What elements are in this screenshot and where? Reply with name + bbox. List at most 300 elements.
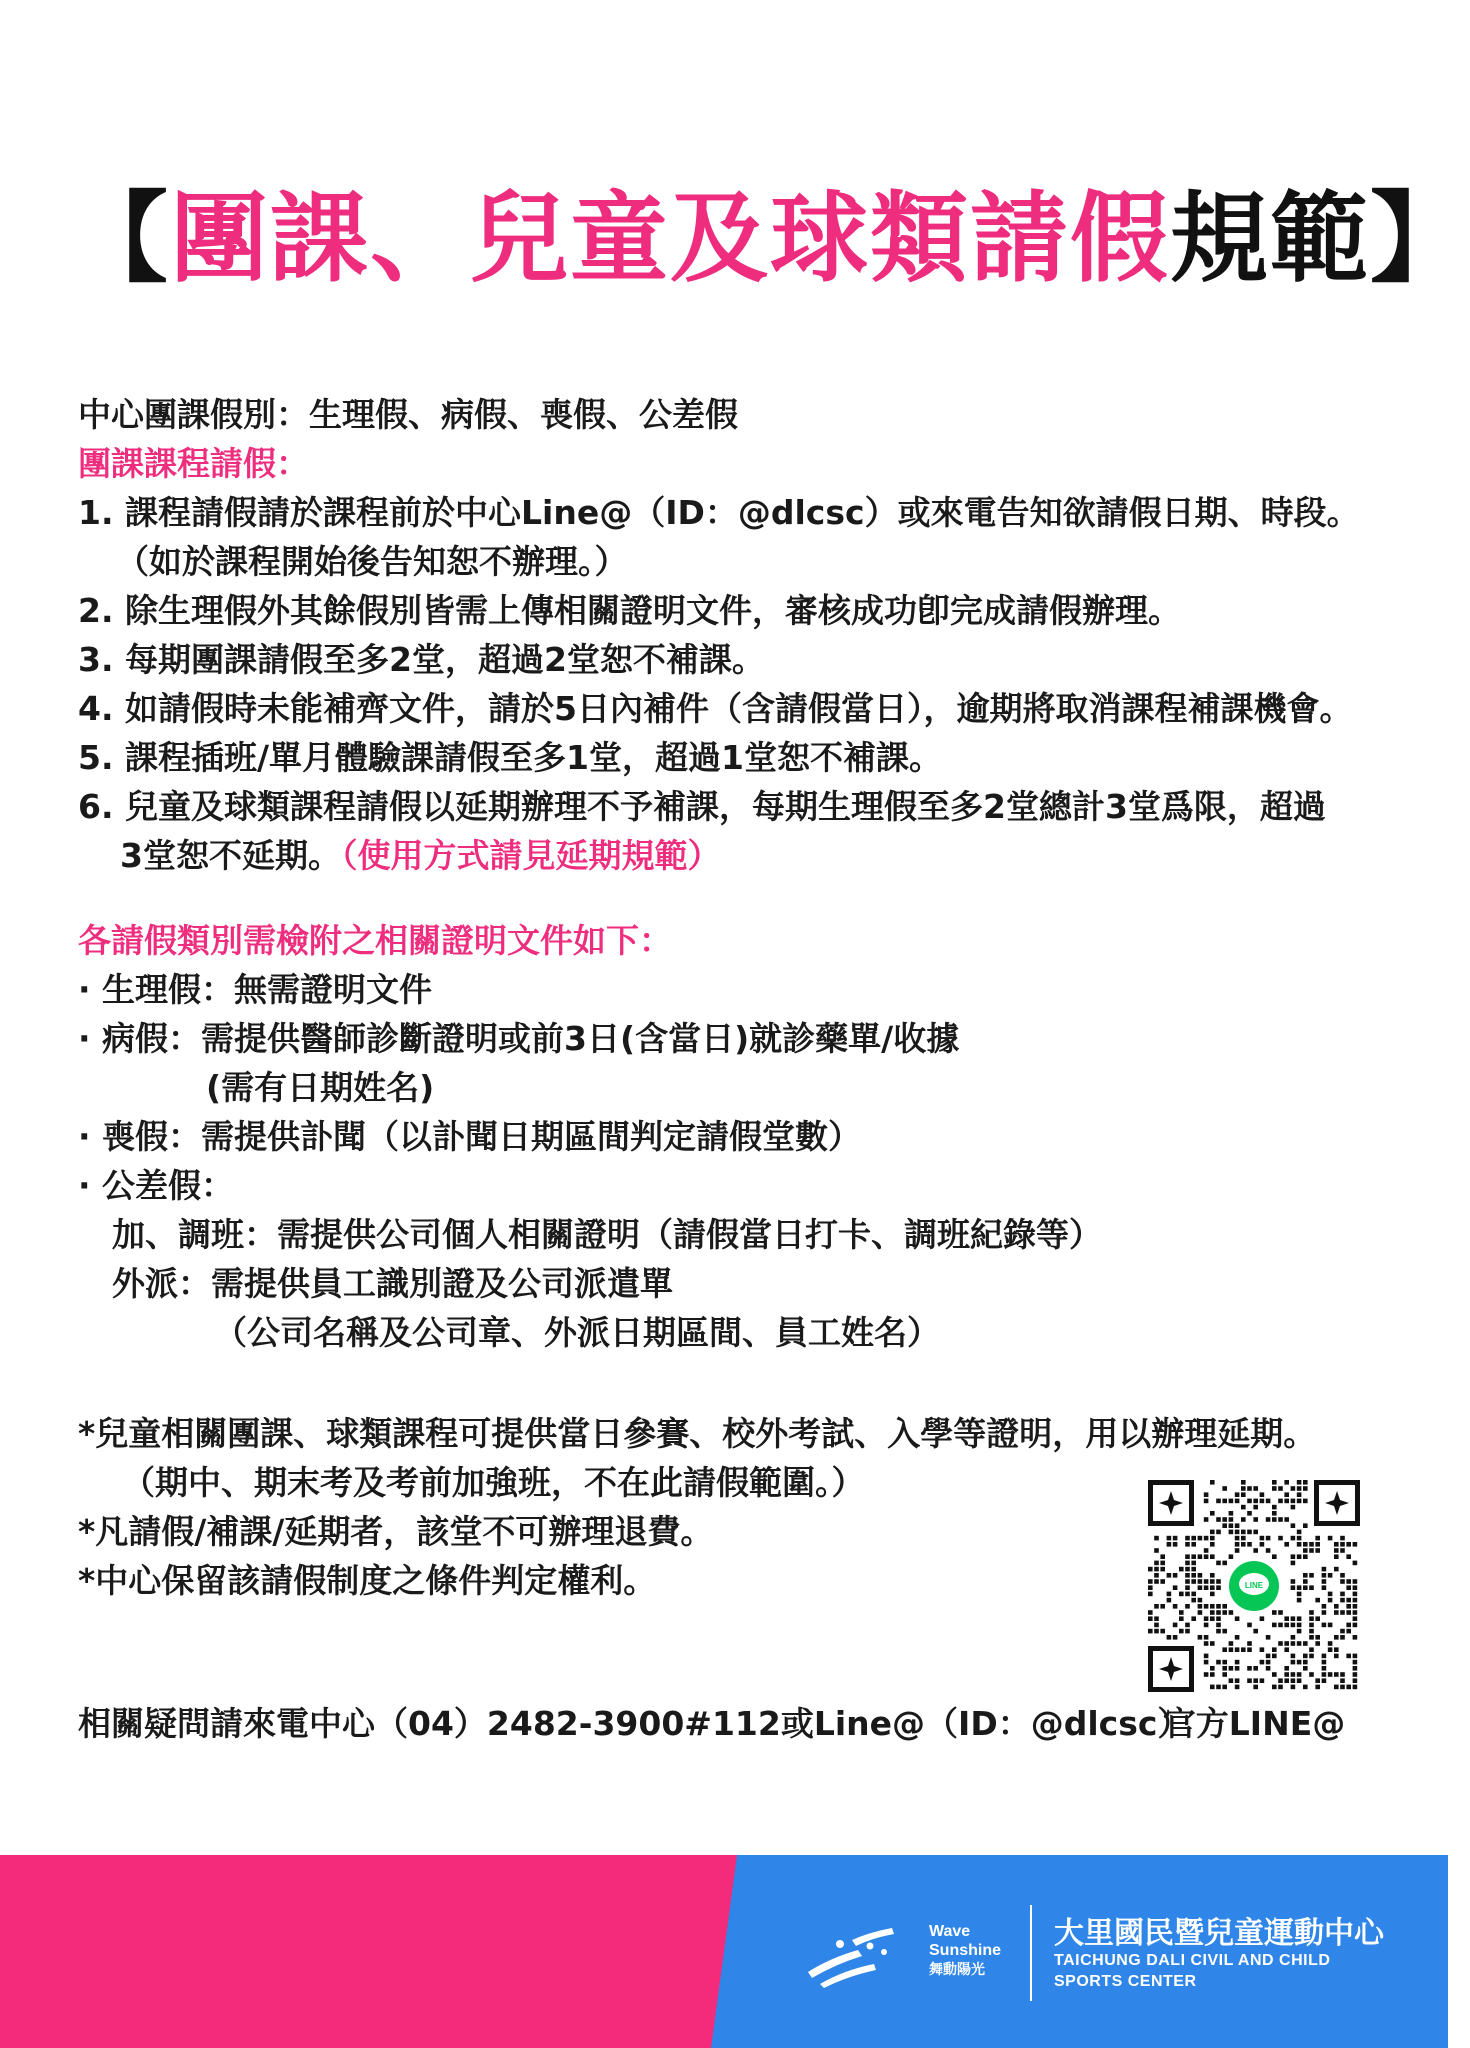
- qr-module: [1160, 1567, 1165, 1572]
- qr-module: [1309, 1629, 1314, 1634]
- qr-module: [1284, 1542, 1289, 1547]
- rule-item-3: 3. 每期團課請假至多2堂，超過2堂恕不補課。: [78, 640, 765, 679]
- qr-module: [1185, 1629, 1190, 1634]
- qr-module: [1154, 1536, 1159, 1541]
- qr-module: [1210, 1604, 1215, 1609]
- qr-module: [1253, 1517, 1258, 1522]
- qr-module: [1191, 1561, 1196, 1566]
- contact-info: 相關疑問請來電中心（04）2482-3900#112或Line@（ID：@dlcsc）: [78, 1704, 1191, 1743]
- qr-module: [1303, 1585, 1308, 1590]
- qr-module: [1272, 1672, 1277, 1677]
- qr-module: [1309, 1542, 1314, 1547]
- qr-module: [1198, 1536, 1203, 1541]
- qr-module: [1229, 1554, 1234, 1559]
- doc-menstrual-leave: · 生理假：無需證明文件: [78, 970, 433, 1009]
- qr-module: [1204, 1536, 1209, 1541]
- qr-module: [1315, 1536, 1320, 1541]
- qr-module: [1229, 1678, 1234, 1683]
- qr-module: [1340, 1592, 1345, 1597]
- qr-module: [1322, 1567, 1327, 1572]
- qr-module: [1160, 1579, 1165, 1584]
- qr-module: [1334, 1554, 1339, 1559]
- qr-module: [1322, 1672, 1327, 1677]
- qr-module: [1346, 1685, 1351, 1690]
- qr-module: [1216, 1616, 1221, 1621]
- qr-module: [1334, 1635, 1339, 1640]
- qr-module: [1309, 1672, 1314, 1677]
- qr-module: [1353, 1585, 1358, 1590]
- brand-line1: Wave: [929, 1923, 971, 1940]
- qr-module: [1173, 1536, 1178, 1541]
- note-exam-exclusion: （期中、期末考及考前加強班，不在此請假範圍。）: [122, 1463, 865, 1502]
- qr-module: [1328, 1672, 1333, 1677]
- qr-module: [1185, 1592, 1190, 1597]
- qr-module: [1210, 1666, 1215, 1671]
- qr-module: [1353, 1610, 1358, 1615]
- qr-module: [1148, 1579, 1153, 1584]
- qr-module: [1185, 1573, 1190, 1578]
- qr-module: [1272, 1486, 1277, 1491]
- qr-module: [1346, 1542, 1351, 1547]
- qr-module: [1303, 1523, 1308, 1528]
- qr-module: [1303, 1554, 1308, 1559]
- qr-module: [1235, 1616, 1240, 1621]
- qr-module: [1260, 1647, 1265, 1652]
- qr-module: [1185, 1623, 1190, 1628]
- qr-module: [1148, 1567, 1153, 1572]
- qr-module: [1222, 1629, 1227, 1634]
- qr-module: [1353, 1598, 1358, 1603]
- qr-module: [1291, 1554, 1296, 1559]
- qr-module: [1291, 1641, 1296, 1646]
- qr-module: [1235, 1685, 1240, 1690]
- qr-module: [1204, 1654, 1209, 1659]
- qr-module: [1185, 1561, 1190, 1566]
- qr-module: [1297, 1542, 1302, 1547]
- qr-module: [1198, 1604, 1203, 1609]
- qr-module: [1204, 1579, 1209, 1584]
- qr-module: [1247, 1666, 1252, 1671]
- qr-module: [1253, 1678, 1258, 1683]
- qr-module: [1260, 1678, 1265, 1683]
- qr-finder-top-right: [1314, 1480, 1360, 1526]
- center-en-line2: SPORTS CENTER: [1054, 1973, 1197, 1990]
- qr-module: [1328, 1592, 1333, 1597]
- qr-module: [1198, 1573, 1203, 1578]
- qr-module: [1247, 1647, 1252, 1652]
- qr-module: [1210, 1480, 1215, 1485]
- qr-module: [1167, 1635, 1172, 1640]
- qr-module: [1353, 1660, 1358, 1665]
- qr-module: [1309, 1585, 1314, 1590]
- qr-module: [1204, 1641, 1209, 1646]
- qr-module: [1222, 1610, 1227, 1615]
- qr-module: [1297, 1660, 1302, 1665]
- qr-module: [1191, 1542, 1196, 1547]
- brand-line2: Sunshine: [929, 1942, 1002, 1959]
- doc-bereavement-leave: · 喪假：需提供訃聞（以訃聞日期區間判定請假堂數）: [78, 1117, 862, 1156]
- qr-module: [1303, 1579, 1308, 1584]
- qr-module: [1229, 1517, 1234, 1522]
- qr-module: [1353, 1685, 1358, 1690]
- qr-module: [1235, 1542, 1240, 1547]
- qr-module: [1160, 1629, 1165, 1634]
- qr-module: [1210, 1536, 1215, 1541]
- wave-sunshine-logo-icon: [800, 1920, 900, 1990]
- qr-module: [1303, 1685, 1308, 1690]
- qr-module: [1284, 1499, 1289, 1504]
- qr-module: [1278, 1678, 1283, 1683]
- qr-module: [1278, 1517, 1283, 1522]
- qr-module: [1253, 1499, 1258, 1504]
- qr-module: [1334, 1672, 1339, 1677]
- qr-module: [1346, 1604, 1351, 1609]
- qr-module: [1334, 1685, 1339, 1690]
- qr-module: [1291, 1660, 1296, 1665]
- qr-module: [1328, 1573, 1333, 1578]
- qr-module: [1334, 1567, 1339, 1572]
- qr-module: [1297, 1480, 1302, 1485]
- qr-module: [1167, 1598, 1172, 1603]
- qr-module: [1322, 1666, 1327, 1671]
- qr-module: [1241, 1647, 1246, 1652]
- qr-module: [1315, 1616, 1320, 1621]
- qr-module: [1204, 1672, 1209, 1677]
- qr-module: [1328, 1623, 1333, 1628]
- qr-module: [1260, 1499, 1265, 1504]
- qr-module: [1222, 1672, 1227, 1677]
- qr-module: [1272, 1623, 1277, 1628]
- qr-module: [1266, 1635, 1271, 1640]
- qr-module: [1315, 1548, 1320, 1553]
- qr-module: [1353, 1666, 1358, 1671]
- qr-module: [1148, 1610, 1153, 1615]
- qr-module: [1167, 1573, 1172, 1578]
- qr-module: [1148, 1616, 1153, 1621]
- qr-module: [1229, 1647, 1234, 1652]
- qr-module: [1229, 1523, 1234, 1528]
- qr-module: [1229, 1499, 1234, 1504]
- qr-module: [1179, 1592, 1184, 1597]
- qr-module: [1334, 1542, 1339, 1547]
- qr-module: [1303, 1573, 1308, 1578]
- qr-module: [1154, 1573, 1159, 1578]
- rule-item-1: 1. 課程請假請於課程前於中心Line@（ID：@dlcsc）或來電告知欲請假日期、時段。: [78, 493, 1360, 532]
- qr-module: [1284, 1672, 1289, 1677]
- qr-module: [1284, 1480, 1289, 1485]
- qr-module: [1284, 1616, 1289, 1621]
- title-bracket-open: 【: [70, 182, 171, 296]
- qr-module: [1315, 1685, 1320, 1690]
- qr-module: [1198, 1579, 1203, 1584]
- qr-module: [1278, 1536, 1283, 1541]
- qr-module: [1191, 1616, 1196, 1621]
- qr-module: [1346, 1585, 1351, 1590]
- qr-module: [1322, 1585, 1327, 1590]
- qr-module: [1353, 1604, 1358, 1609]
- qr-module: [1198, 1598, 1203, 1603]
- qr-module: [1173, 1585, 1178, 1590]
- qr-module: [1284, 1666, 1289, 1671]
- qr-module: [1229, 1530, 1234, 1535]
- qr-module: [1235, 1536, 1240, 1541]
- qr-module: [1284, 1492, 1289, 1497]
- wave-sunshine-brand: [929, 1922, 1001, 1979]
- qr-module: [1297, 1598, 1302, 1603]
- qr-module: [1229, 1511, 1234, 1516]
- qr-module: [1210, 1641, 1215, 1646]
- qr-module: [1204, 1492, 1209, 1497]
- qr-module: [1210, 1554, 1215, 1559]
- qr-module: [1309, 1635, 1314, 1640]
- qr-module: [1154, 1561, 1159, 1566]
- qr-module: [1229, 1666, 1234, 1671]
- qr-module: [1222, 1523, 1227, 1528]
- qr-module: [1216, 1530, 1221, 1535]
- line-qr-code-icon[interactable]: [1148, 1480, 1360, 1692]
- qr-module: [1160, 1561, 1165, 1566]
- qr-module: [1315, 1641, 1320, 1646]
- qr-module: [1291, 1536, 1296, 1541]
- qr-module: [1160, 1604, 1165, 1609]
- qr-module: [1253, 1530, 1258, 1535]
- qr-module: [1154, 1579, 1159, 1584]
- title-pink-text: 團課、兒童及球類請假: [170, 182, 1171, 296]
- qr-module: [1353, 1579, 1358, 1584]
- qr-module: [1204, 1616, 1209, 1621]
- qr-module: [1328, 1641, 1333, 1646]
- qr-module: [1191, 1554, 1196, 1559]
- qr-module: [1260, 1536, 1265, 1541]
- qr-module: [1216, 1660, 1221, 1665]
- qr-module: [1247, 1542, 1252, 1547]
- qr-module: [1247, 1623, 1252, 1628]
- qr-module: [1272, 1610, 1277, 1615]
- line-badge-text: LINE: [1244, 1581, 1264, 1590]
- qr-module: [1291, 1579, 1296, 1584]
- qr-module: [1353, 1592, 1358, 1597]
- qr-module: [1353, 1616, 1358, 1621]
- qr-module: [1272, 1511, 1277, 1516]
- qr-module: [1278, 1641, 1283, 1646]
- qr-module: [1340, 1598, 1345, 1603]
- qr-module: [1284, 1623, 1289, 1628]
- qr-module: [1291, 1635, 1296, 1640]
- qr-module: [1210, 1579, 1215, 1584]
- qr-module: [1241, 1530, 1246, 1535]
- qr-module: [1173, 1542, 1178, 1547]
- qr-finder-top-left: [1148, 1480, 1194, 1526]
- note-rights-reserved: *中心保留該請假制度之條件判定權利。: [78, 1561, 657, 1600]
- qr-module: [1204, 1623, 1209, 1628]
- qr-module: [1198, 1635, 1203, 1640]
- qr-module: [1222, 1647, 1227, 1652]
- qr-module: [1315, 1635, 1320, 1640]
- qr-module: [1278, 1623, 1283, 1628]
- qr-module: [1179, 1567, 1184, 1572]
- qr-module: [1322, 1579, 1327, 1584]
- qr-module: [1260, 1542, 1265, 1547]
- title-bracket-close: 】: [1370, 182, 1470, 296]
- qr-module: [1216, 1499, 1221, 1504]
- qr-module: [1297, 1554, 1302, 1559]
- qr-module: [1291, 1585, 1296, 1590]
- qr-module: [1204, 1554, 1209, 1559]
- qr-module: [1210, 1685, 1215, 1690]
- qr-module: [1253, 1548, 1258, 1553]
- doc-business-leave: · 公差假：: [78, 1166, 235, 1205]
- leave-types-line: 中心團課假別：生理假、病假、喪假、公差假: [78, 395, 738, 434]
- qr-module: [1340, 1635, 1345, 1640]
- qr-module: [1266, 1548, 1271, 1553]
- qr-module: [1297, 1678, 1302, 1683]
- title-black-text: 規範: [1170, 182, 1371, 296]
- qr-module: [1309, 1573, 1314, 1578]
- qr-module: [1235, 1660, 1240, 1665]
- qr-finder-bottom-left: [1148, 1646, 1194, 1692]
- qr-module: [1322, 1604, 1327, 1609]
- qr-module: [1148, 1629, 1153, 1634]
- qr-module: [1204, 1604, 1209, 1609]
- qr-module: [1297, 1616, 1302, 1621]
- qr-module: [1297, 1492, 1302, 1497]
- qr-module: [1353, 1561, 1358, 1566]
- qr-module: [1216, 1604, 1221, 1609]
- rule-item-1-note: （如於課程開始後告知恕不辦理。）: [116, 542, 628, 581]
- qr-module: [1235, 1492, 1240, 1497]
- qr-module: [1340, 1685, 1345, 1690]
- qr-module: [1241, 1492, 1246, 1497]
- qr-module: [1216, 1585, 1221, 1590]
- qr-module: [1179, 1610, 1184, 1615]
- qr-module: [1309, 1548, 1314, 1553]
- qr-module: [1297, 1486, 1302, 1491]
- qr-module: [1303, 1654, 1308, 1659]
- qr-module: [1272, 1505, 1277, 1510]
- qr-module: [1346, 1610, 1351, 1615]
- qr-module: [1198, 1554, 1203, 1559]
- qr-module: [1272, 1654, 1277, 1659]
- qr-module: [1185, 1542, 1190, 1547]
- qr-module: [1309, 1610, 1314, 1615]
- qr-module: [1260, 1492, 1265, 1497]
- qr-module: [1278, 1685, 1283, 1690]
- qr-module: [1291, 1685, 1296, 1690]
- qr-module: [1154, 1629, 1159, 1634]
- qr-module: [1253, 1666, 1258, 1671]
- qr-module: [1260, 1616, 1265, 1621]
- qr-module: [1167, 1542, 1172, 1547]
- qr-module: [1303, 1548, 1308, 1553]
- note-no-refund: *凡請假/補課/延期者，該堂不可辦理退費。: [78, 1512, 714, 1551]
- qr-module: [1291, 1616, 1296, 1621]
- qr-module: [1216, 1685, 1221, 1690]
- qr-module: [1204, 1635, 1209, 1640]
- qr-module: [1210, 1616, 1215, 1621]
- qr-module: [1247, 1678, 1252, 1683]
- qr-module: [1241, 1517, 1246, 1522]
- qr-module: [1191, 1567, 1196, 1572]
- qr-module: [1222, 1499, 1227, 1504]
- qr-module: [1266, 1666, 1271, 1671]
- qr-module: [1303, 1542, 1308, 1547]
- qr-module: [1210, 1542, 1215, 1547]
- qr-module: [1284, 1647, 1289, 1652]
- qr-module: [1173, 1573, 1178, 1578]
- qr-module: [1346, 1579, 1351, 1584]
- qr-module: [1322, 1654, 1327, 1659]
- extension-rules-link: （使用方式請見延期規範）: [340, 836, 721, 875]
- qr-module: [1303, 1499, 1308, 1504]
- qr-module: [1334, 1604, 1339, 1609]
- qr-module: [1346, 1629, 1351, 1634]
- qr-module: [1210, 1585, 1215, 1590]
- qr-module: [1303, 1660, 1308, 1665]
- qr-module: [1229, 1610, 1234, 1615]
- qr-module: [1229, 1641, 1234, 1646]
- qr-module: [1167, 1536, 1172, 1541]
- qr-module: [1291, 1672, 1296, 1677]
- qr-module: [1260, 1660, 1265, 1665]
- qr-module: [1291, 1486, 1296, 1491]
- qr-module: [1315, 1678, 1320, 1683]
- qr-module: [1154, 1567, 1159, 1572]
- qr-module: [1247, 1511, 1252, 1516]
- qr-module: [1241, 1542, 1246, 1547]
- qr-module: [1216, 1579, 1221, 1584]
- qr-module: [1216, 1517, 1221, 1522]
- qr-module: [1148, 1592, 1153, 1597]
- qr-module: [1247, 1530, 1252, 1535]
- qr-module: [1340, 1542, 1345, 1547]
- qr-module: [1353, 1672, 1358, 1677]
- qr-module: [1278, 1610, 1283, 1615]
- qr-module: [1303, 1641, 1308, 1646]
- qr-module: [1167, 1592, 1172, 1597]
- rules-content: [78, 390, 1378, 1605]
- qr-module: [1340, 1536, 1345, 1541]
- qr-module: [1322, 1660, 1327, 1665]
- qr-module: [1328, 1598, 1333, 1603]
- qr-module: [1222, 1666, 1227, 1671]
- rule-item-4: 4. 如請假時未能補齊文件，請於5日內補件（含請假當日），逾期將取消課程補課機會。: [78, 689, 1353, 728]
- qr-module: [1353, 1542, 1358, 1547]
- qr-label: 官方LINE@: [1162, 1704, 1346, 1743]
- qr-module: [1291, 1505, 1296, 1510]
- qr-module: [1334, 1610, 1339, 1615]
- qr-module: [1154, 1616, 1159, 1621]
- qr-module: [1253, 1505, 1258, 1510]
- qr-module: [1303, 1486, 1308, 1491]
- qr-module: [1235, 1666, 1240, 1671]
- qr-module: [1353, 1678, 1358, 1683]
- qr-module: [1173, 1604, 1178, 1609]
- qr-module: [1309, 1654, 1314, 1659]
- qr-module: [1253, 1685, 1258, 1690]
- qr-module: [1309, 1616, 1314, 1621]
- qr-module: [1353, 1623, 1358, 1628]
- qr-module: [1278, 1486, 1283, 1491]
- qr-module: [1291, 1654, 1296, 1659]
- qr-module: [1315, 1542, 1320, 1547]
- qr-module: [1346, 1623, 1351, 1628]
- qr-module: [1272, 1517, 1277, 1522]
- qr-module: [1185, 1604, 1190, 1609]
- qr-module: [1353, 1635, 1358, 1640]
- qr-module: [1235, 1548, 1240, 1553]
- qr-module: [1266, 1499, 1271, 1504]
- qr-module: [1297, 1641, 1302, 1646]
